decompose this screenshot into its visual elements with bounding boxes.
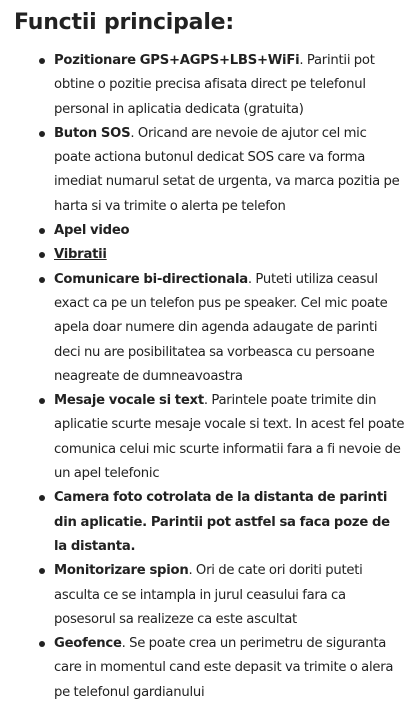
bullet-icon — [39, 641, 45, 647]
feature-description: . Oricand are nevoie de ajutor cel mic poate actiona butonul dedicat SOS care va forma imediat numarul setat de urgenta, va marca pozitia pe harta si va trimite o alerta pe telefon — [54, 125, 400, 214]
feature-name-link[interactable]: Vibratii — [54, 247, 107, 263]
list-item — [54, 49, 406, 122]
feature-description: . Puteti utiliza ceasul exact ca pe un telefon pus pe speaker. Cel mic poate apela doar numere din agenda adaugate de parinti deci nu are posibilitatea sa vorbeasca cu persoane neagreate de dumneavoastra — [54, 271, 388, 384]
feature-name: Apel video — [54, 223, 130, 239]
bullet-icon — [39, 228, 45, 234]
feature-name: Pozitionare GPS+AGPS+LBS+WiFi — [54, 53, 300, 68]
feature-description: . Se poate crea un perimetru de siguranta care in momentul cand este depasit va trimite o alera pe telefonul gardianului — [54, 636, 394, 700]
bullet-icon — [39, 277, 45, 283]
feature-description: . Parintii pot obtine o pozitie precisa afisata direct pe telefonul personal in aplicatia dedicata (gratuita) — [54, 53, 375, 117]
list-item — [54, 122, 406, 219]
feature-name: Comunicare bi-directionala — [54, 271, 248, 287]
bullet-icon — [39, 568, 45, 574]
list-item — [54, 632, 406, 705]
feature-name: Monitorizare spion — [54, 563, 189, 579]
list-item — [54, 243, 406, 267]
feature-list — [14, 49, 406, 705]
feature-name: Camera foto cotrolata de la distanta de parinti din aplicatie. Parintii pot astfel sa faca poze de la distanta. — [54, 490, 390, 554]
bullet-icon — [39, 495, 45, 501]
bullet-icon — [39, 131, 45, 137]
bullet-icon — [39, 398, 45, 404]
list-item — [54, 268, 406, 389]
feature-description: . Parintele poate trimite din aplicatie scurte mesaje vocale si text. In acest fel poate comunica celui mic scurte informatii fara a fi nevoie de un apel telefonic — [54, 393, 405, 482]
list-item — [54, 389, 406, 486]
list-item — [54, 219, 406, 243]
section-title: Functii principale: — [14, 10, 234, 35]
bullet-icon — [39, 252, 45, 258]
feature-description: . Ori de cate ori doriti puteti asculta ce se intampla in jurul ceasului fara ca posesorul sa realizeze ca este ascultat — [54, 563, 363, 627]
list-item — [54, 559, 406, 632]
list-item — [54, 486, 406, 559]
feature-name: Mesaje vocale si text — [54, 393, 204, 409]
feature-name: Geofence — [54, 636, 122, 652]
feature-name: Buton SOS — [54, 125, 131, 141]
bullet-icon — [39, 58, 45, 64]
